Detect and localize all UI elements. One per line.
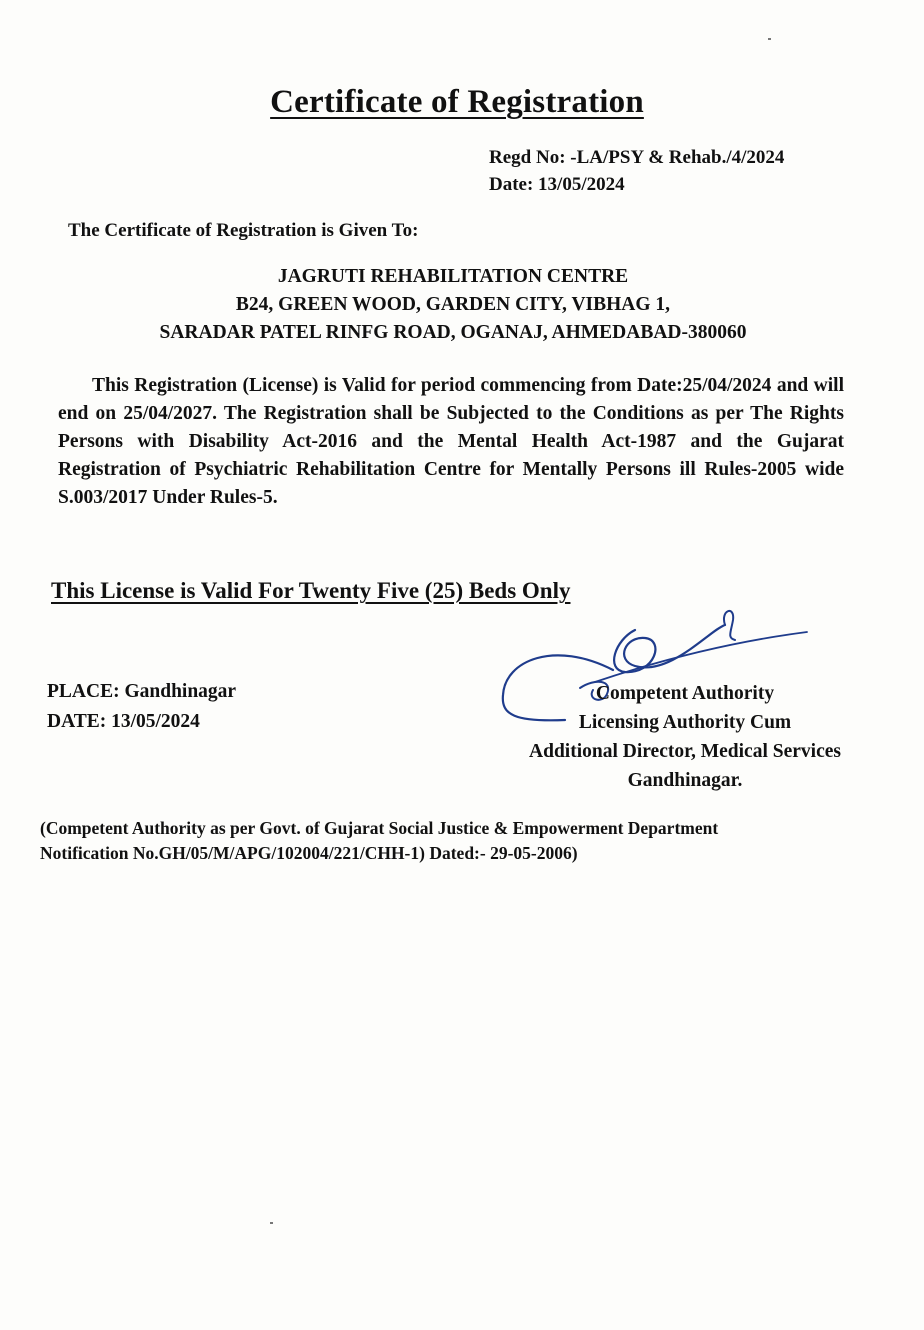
authority-block xyxy=(470,679,900,795)
footnote-line2: Notification No.GH/05/M/APG/102004/221/CHH-1) Dated:- 29-05-2006) xyxy=(40,843,578,863)
place-label: PLACE: Gandhinagar xyxy=(47,681,237,702)
recipient-block xyxy=(0,263,906,347)
authority-line1: Competent Authority xyxy=(595,683,775,704)
registration-date: Date: 13/05/2024 xyxy=(489,174,625,195)
registration-number: Regd No: -LA/PSY & Rehab./4/2024 xyxy=(489,147,785,168)
recipient-name: JAGRUTI REHABILITATION CENTRE xyxy=(277,266,629,287)
place-date-block xyxy=(47,677,236,737)
validity-text: This Registration (License) is Valid for period commencing from Date:25/04/2024 and will end on 25/04/2027. The Registration shall be Subjected to the Conditions as per The Rights Persons with Disability Act-2016 and the Mental Health Act-1987 and the Gujarat Registration of Psychiatric Rehabilitation Centre for Mentally Persons ill Rules-2005 wide S.003/2017 Under Rules-5. xyxy=(58,375,844,508)
issue-date-label: DATE: 13/05/2024 xyxy=(47,711,200,732)
registration-info xyxy=(489,144,784,198)
scan-speck xyxy=(270,1222,273,1224)
authority-line4: Gandhinagar. xyxy=(627,770,743,791)
footnote-line1: (Competent Authority as per Govt. of Gujarat Social Justice & Empowerment Department xyxy=(40,818,719,838)
recipient-address-line1: B24, GREEN WOOD, GARDEN CITY, VIBHAG 1, xyxy=(235,294,671,315)
bed-capacity-statement: This License is Valid For Twenty Five (25) Beds Only xyxy=(51,578,571,603)
recipient-address-line2: SARADAR PATEL RINFG ROAD, OGANAJ, AHMEDABAD-380060 xyxy=(159,322,747,343)
certificate-title: Certificate of Registration xyxy=(270,84,644,120)
given-to-label: The Certificate of Registration is Given To: xyxy=(68,220,419,241)
footnote xyxy=(40,816,900,866)
authority-line3: Additional Director, Medical Services xyxy=(529,741,841,762)
scan-speck xyxy=(768,38,771,40)
validity-paragraph xyxy=(58,372,844,512)
authority-line2: Licensing Authority Cum xyxy=(578,712,792,733)
